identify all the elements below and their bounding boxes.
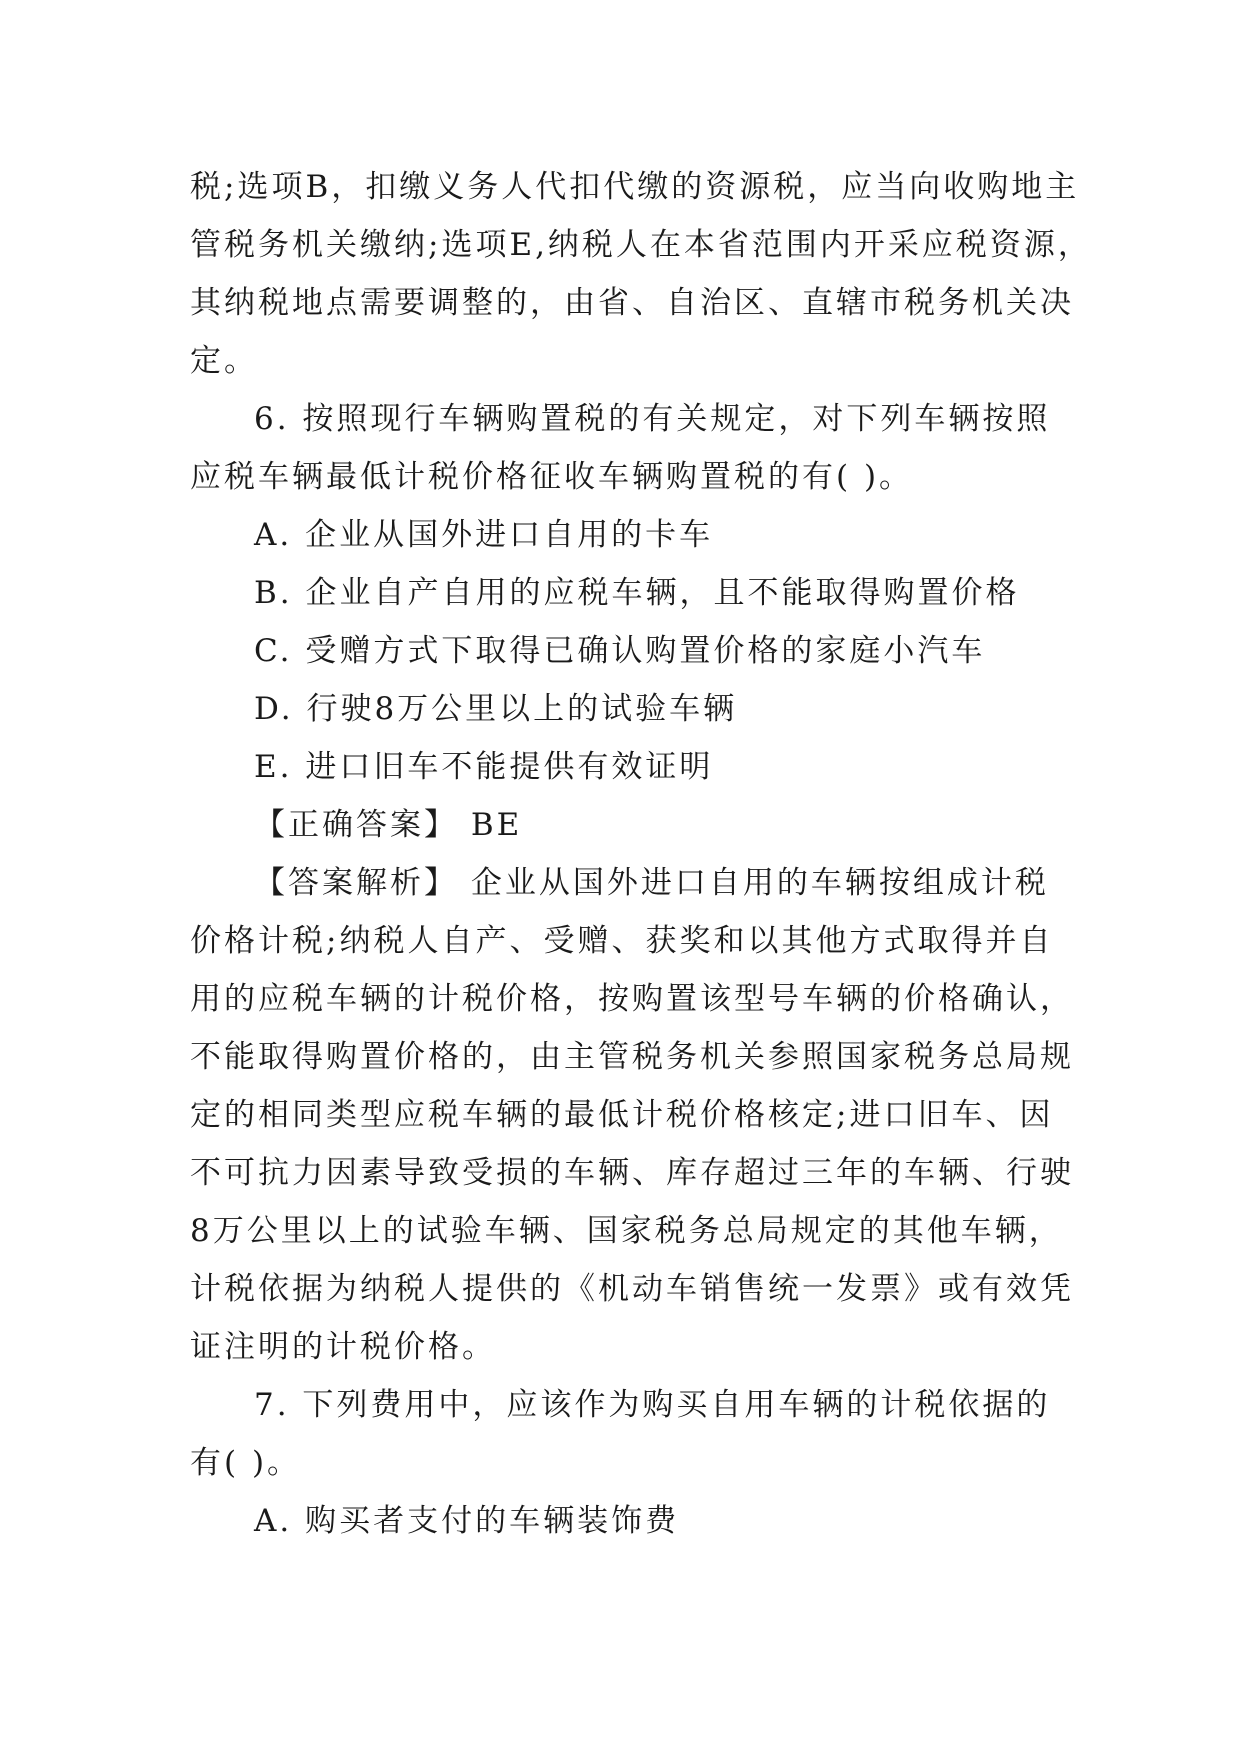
text-line: C. 受赠方式下取得已确认购置价格的家庭小汽车: [254, 633, 986, 669]
text-line: 计税依据为纳税人提供的《机动车销售统一发票》或有效凭: [190, 1271, 1074, 1307]
text-line: D. 行驶8万公里以上的试验车辆: [254, 691, 738, 727]
text-line: 不可抗力因素导致受损的车辆、库存超过三年的车辆、行驶: [190, 1155, 1074, 1191]
text-line: 其纳税地点需要调整的，由省、自治区、直辖市税务机关决: [190, 285, 1074, 321]
text-line: A. 购买者支付的车辆装饰费: [254, 1503, 680, 1539]
text-line: B. 企业自产自用的应税车辆，且不能取得购置价格: [254, 575, 1020, 611]
text-line: 定。: [190, 343, 258, 379]
text-line: 定的相同类型应税车辆的最低计税价格核定;进口旧车、因: [190, 1097, 1054, 1133]
text-line: 应税车辆最低计税价格征收车辆购置税的有( )。: [190, 459, 914, 495]
text-line: A. 企业从国外进口自用的卡车: [254, 517, 714, 553]
document-body: [190, 158, 1092, 1550]
text-line: 【正确答案】 BE: [254, 807, 523, 843]
text-line: 价格计税;纳税人自产、受赠、获奖和以其他方式取得并自: [190, 923, 1054, 959]
text-line: 7. 下列费用中，应该作为购买自用车辆的计税依据的: [254, 1387, 1051, 1423]
text-line: 证注明的计税价格。: [190, 1329, 496, 1365]
text-line: E. 进口旧车不能提供有效证明: [254, 749, 714, 785]
text-line: 8万公里以上的试验车辆、国家税务总局规定的其他车辆，: [190, 1213, 1063, 1249]
text-line: 不能取得购置价格的，由主管税务机关参照国家税务总局规: [190, 1039, 1074, 1075]
text-line: 用的应税车辆的计税价格，按购置该型号车辆的价格确认，: [190, 981, 1074, 1017]
text-line: 税;选项B，扣缴义务人代扣代缴的资源税，应当向收购地主: [190, 169, 1080, 205]
text-line: 管税务机关缴纳;选项E,纳税人在本省范围内开采应税资源，: [190, 227, 1092, 263]
text-line: 6. 按照现行车辆购置税的有关规定，对下列车辆按照: [254, 401, 1051, 437]
text-line: 【答案解析】 企业从国外进口自用的车辆按组成计税: [254, 865, 1049, 901]
text-line: 有( )。: [190, 1445, 302, 1481]
